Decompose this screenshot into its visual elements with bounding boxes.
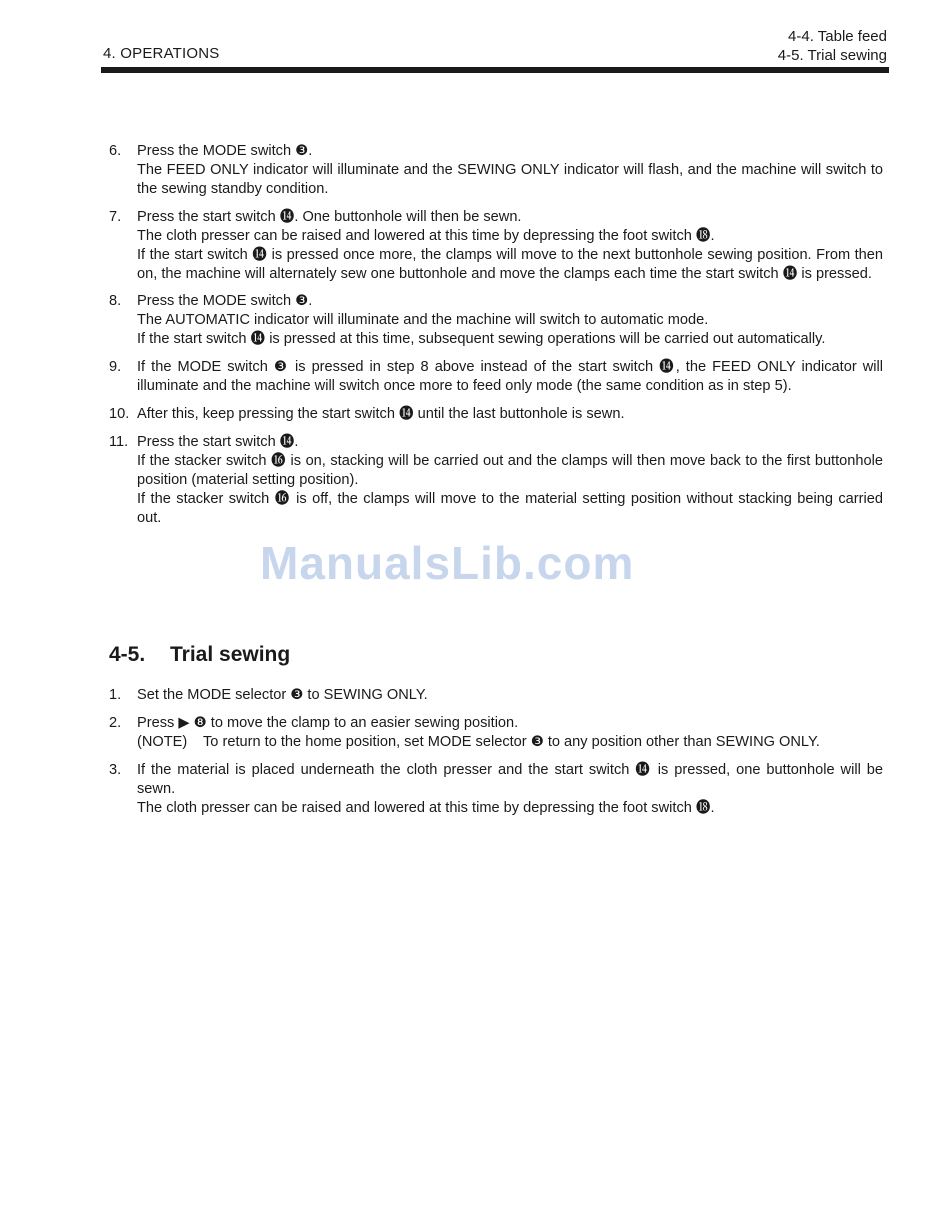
step-number: 7. bbox=[109, 209, 122, 225]
trial-step-1 bbox=[109, 686, 883, 705]
note bbox=[137, 733, 883, 752]
step-number: 8. bbox=[109, 293, 122, 309]
note-label: (NOTE) bbox=[137, 734, 188, 750]
step-line: If the MODE switch ❸ is pressed in step 8 above instead of the start switch ⓮, the FEED ONLY indicator will illuminate and the machine will switch once more to feed only mode (the same condition as in step 5). bbox=[137, 359, 883, 394]
section-heading-line-2: 4-5. Trial sewing bbox=[777, 47, 887, 64]
step-9 bbox=[109, 358, 883, 396]
steps-list-trial-sewing bbox=[109, 686, 883, 818]
step-number: 1. bbox=[109, 687, 122, 703]
step-line: If the material is placed underneath the cloth presser and the start switch ⓮ is pressed, one buttonhole will be sewn. bbox=[137, 762, 883, 797]
step-line: Press the MODE switch ❸. bbox=[137, 143, 313, 159]
watermark: ManualsLib.com bbox=[260, 537, 635, 589]
step-line: If the stacker switch ⓰ is off, the clamps will move to the material setting position without stacking being carried out. bbox=[137, 491, 883, 526]
step-number: 2. bbox=[109, 715, 122, 731]
section-number: 4-5. bbox=[109, 643, 146, 666]
steps-list-table-feed bbox=[109, 142, 883, 528]
chapter-title: 4. OPERATIONS bbox=[103, 45, 220, 62]
step-number: 3. bbox=[109, 762, 122, 778]
trial-step-2 bbox=[109, 714, 883, 752]
step-line: Press ▶ ❽ to move the clamp to an easier sewing position. bbox=[137, 715, 519, 731]
section-name: Trial sewing bbox=[170, 643, 291, 666]
step-6 bbox=[109, 142, 883, 199]
step-line: The cloth presser can be raised and lowered at this time by depressing the foot switch ⓲. bbox=[137, 800, 715, 816]
step-number: 10. bbox=[109, 406, 130, 422]
step-line: If the start switch ⓮ is pressed at this time, subsequent sewing operations will be carried out automatically. bbox=[137, 331, 826, 347]
note-text: To return to the home position, set MODE selector ❸ to any position other than SEWING ONLY. bbox=[203, 734, 820, 750]
step-line: If the stacker switch ⓰ is on, stacking will be carried out and the clamps will then move back to the first buttonhole position (material setting position). bbox=[137, 453, 883, 488]
step-line: Press the MODE switch ❸. bbox=[137, 293, 313, 309]
section-heading-line-1: 4-4. Table feed bbox=[788, 28, 887, 45]
step-line: The FEED ONLY indicator will illuminate and the SEWING ONLY indicator will flash, and the machine will switch to the sewing standby condition. bbox=[137, 162, 883, 197]
step-line: Set the MODE selector ❸ to SEWING ONLY. bbox=[137, 687, 428, 703]
step-line: The AUTOMATIC indicator will illuminate and the machine will switch to automatic mode. bbox=[137, 312, 709, 328]
step-line: Press the start switch ⓮. One buttonhole will then be sewn. bbox=[137, 209, 522, 225]
step-line: The cloth presser can be raised and lowered at this time by depressing the foot switch ⓲. bbox=[137, 228, 715, 244]
step-number: 6. bbox=[109, 143, 122, 159]
header-rule bbox=[101, 67, 889, 73]
section-heading bbox=[778, 27, 887, 65]
section-title bbox=[109, 643, 290, 667]
trial-step-3 bbox=[109, 761, 883, 818]
step-line: If the start switch ⓮ is pressed once more, the clamps will move to the next buttonhole sewing position. From then on, the machine will alternately sew one buttonhole and move the clamps each time the start switch ⓮ is pressed. bbox=[137, 247, 883, 282]
step-7 bbox=[109, 208, 883, 284]
step-8 bbox=[109, 292, 883, 349]
step-number: 11. bbox=[109, 434, 129, 450]
step-11 bbox=[109, 433, 883, 528]
step-line: After this, keep pressing the start switch ⓮ until the last buttonhole is sewn. bbox=[137, 406, 625, 422]
step-number: 9. bbox=[109, 359, 122, 375]
step-line: Press the start switch ⓮. bbox=[137, 434, 299, 450]
step-10 bbox=[109, 405, 883, 424]
